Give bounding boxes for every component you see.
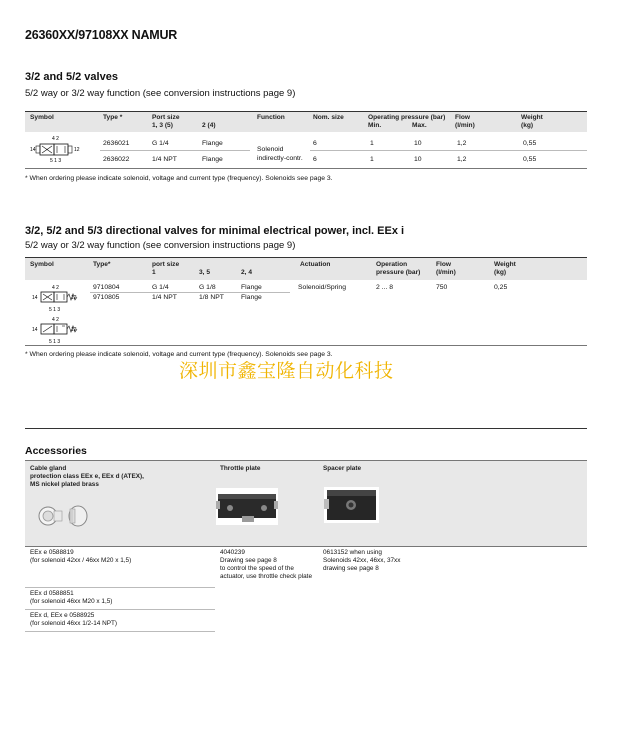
s2-sym1-label-bottom: 5 1 3 — [49, 307, 61, 313]
acc-col3-line1: 0613152 when using — [323, 549, 382, 556]
cable-gland-image — [34, 502, 94, 535]
acc-item2-line2: (for solenoid 46xx M20 x 1,5) — [30, 598, 113, 605]
s1-row2-type: 2636022 — [103, 156, 130, 163]
s2-row1-p1: G 1/4 — [152, 284, 169, 291]
throttle-plate-image — [216, 488, 278, 525]
s1-th-weight-unit: (kg) — [521, 122, 534, 129]
s1-row1-port-a: G 1/4 — [152, 140, 169, 147]
s2-th-port-24: 2, 4 — [241, 269, 252, 276]
s1-th-symbol: Symbol — [30, 114, 54, 121]
s1-row1-max: 10 — [414, 140, 422, 147]
watermark-text: 深圳市鑫宝隆自动化科技 — [179, 360, 394, 382]
s1-th-nom-size: Nom. size — [313, 114, 344, 121]
s1-sym-label-top: 4 2 — [52, 136, 59, 142]
s2-row1-p24: Flange — [241, 284, 262, 291]
s2-sym2-label-top: 4 2 — [52, 317, 59, 323]
s1-sym-label-bottom: 5 1 3 — [50, 158, 62, 164]
s1-row2-flow: 1,2 — [457, 156, 467, 163]
s1-row-divider-left — [100, 150, 250, 151]
valve-symbol-32-spring — [32, 315, 82, 345]
acc-col3-line2: Solenoids 42xx, 46xx, 37xx — [323, 557, 401, 564]
s2-pressure: 2 ... 8 — [376, 284, 394, 291]
s2-th-port-size: port size — [152, 261, 180, 268]
s1-row-divider-right — [310, 150, 587, 151]
s2-row-divider — [90, 292, 290, 293]
s2-sym2-label-right: 12 — [71, 327, 77, 333]
s1-row1-flow: 1,2 — [457, 140, 467, 147]
s1-row2-max: 10 — [414, 156, 422, 163]
s2-th-flow: Flow — [436, 261, 452, 268]
s1-row1-port-b: Flange — [202, 140, 223, 147]
s1-row1-type: 2636021 — [103, 140, 130, 147]
acc-col2-title: Throttle plate — [220, 465, 261, 472]
section1-note: * When ordering please indicate solenoid, voltage and current type (frequency). Solenoids see page 3. — [25, 175, 333, 182]
s2-sym1-label-left: 14 — [32, 295, 38, 301]
s2-sym1-label-top: 4 2 — [52, 285, 59, 291]
s2-th-type: Type* — [93, 261, 111, 268]
s2-row2-p24: Flange — [241, 294, 262, 301]
accessories-top-rule — [25, 428, 587, 429]
acc-divider-3 — [25, 631, 215, 632]
section1-subheading: 5/2 way or 3/2 way function (see conversion instructions page 9) — [25, 88, 296, 99]
s2-sym1-label-right: 12 — [71, 295, 77, 301]
s2-weight: 0,25 — [494, 284, 508, 291]
section2-subheading: 5/2 way or 3/2 way function (see conversion instructions page 9) — [25, 240, 296, 251]
acc-col2-line4: actuator, use throttle check plate — [220, 573, 313, 580]
s1-th-type: Type * — [103, 114, 123, 121]
acc-divider-1 — [25, 587, 215, 588]
s1-th-op-pressure: Operating pressure (bar) — [368, 114, 446, 121]
s1-row1-weight: 0,55 — [523, 140, 537, 147]
s2-th-op-pressure: Operation — [376, 261, 408, 268]
s1-th-port-1: 1, 3 (5) — [152, 122, 173, 129]
s1-th-function: Function — [257, 114, 285, 121]
section2-heading: 3/2, 5/2 and 5/3 directional valves for minimal electrical power, incl. EEx i — [25, 225, 405, 237]
section2-note: * When ordering please indicate solenoid, voltage and current type (frequency). Solenoids see page 3. — [25, 351, 333, 358]
s2-th-flow-unit: (l/min) — [436, 269, 456, 276]
s1-row2-port-a: 1/4 NPT — [152, 156, 177, 163]
s2-th-op-pressure2: pressure (bar) — [376, 269, 421, 276]
s1-th-flow-unit: (l/min) — [455, 122, 475, 129]
document-title: 26360XX/97108XX NAMUR — [25, 28, 178, 42]
s1-th-weight: Weight — [521, 114, 543, 121]
s1-sym-label-right: 12 — [74, 147, 80, 153]
s2-row2-p1: 1/4 NPT — [152, 294, 177, 301]
s2-sym2-label-bottom: 5 1 3 — [49, 339, 61, 345]
s2-th-port-35: 3, 5 — [199, 269, 210, 276]
s1-row2-weight: 0,55 — [523, 156, 537, 163]
valve-symbol-52-spring — [32, 283, 82, 313]
s1-th-port-2: 2 (4) — [202, 122, 216, 129]
s1-th-min: Min. — [368, 122, 382, 129]
s2-th-port-1: 1 — [152, 269, 156, 276]
s1-row2-min: 1 — [370, 156, 374, 163]
accessories-image-rule — [25, 546, 587, 547]
s2-th-weight-unit: (kg) — [494, 269, 507, 276]
acc-col2-line3: to control the speed of the — [220, 565, 294, 572]
section2-bottom-rule — [25, 345, 587, 346]
s1-function: Solenoid indirectly-contr. — [257, 146, 303, 162]
s1-row2-port-b: Flange — [202, 156, 223, 163]
s1-row2-nom: 6 — [313, 156, 317, 163]
acc-col2-line2: Drawing see page 8 — [220, 557, 277, 564]
s2-sym2-label-left: 14 — [32, 327, 38, 333]
s2-row1-p35: G 1/8 — [199, 284, 216, 291]
s2-row2-p35: 1/8 NPT — [199, 294, 224, 301]
s1-row1-nom: 6 — [313, 140, 317, 147]
accessories-heading: Accessories — [25, 445, 87, 457]
s2-th-symbol: Symbol — [30, 261, 54, 268]
acc-divider-2 — [25, 609, 215, 610]
s2-row2-type: 9710805 — [93, 294, 120, 301]
s1-sym-label-left: 14 — [30, 147, 36, 153]
s1-th-flow: Flow — [455, 114, 471, 121]
acc-col1-title: Cable gland protection class EEx e, EEx d (ATEX), MS nickel plated brass — [30, 465, 144, 488]
acc-col3-line3: drawing see page 8 — [323, 565, 379, 572]
s2-row1-type: 9710804 — [93, 284, 120, 291]
s2-th-weight: Weight — [494, 261, 516, 268]
section1-bottom-rule — [25, 168, 587, 169]
acc-col2-line1: 4040239 — [220, 549, 245, 556]
acc-item1-line2: (for solenoid 42xx / 46xx M20 x 1,5) — [30, 557, 132, 564]
acc-item3-line1: EEx d, EEx e 0588925 — [30, 612, 95, 619]
s1-th-max: Max. — [412, 122, 427, 129]
section1-heading: 3/2 and 5/2 valves — [25, 71, 118, 83]
acc-item3-line2: (for solenoid 46xx 1/2-14 NPT) — [30, 620, 118, 627]
acc-item2-line1: EEx d 0588851 — [30, 590, 74, 597]
s2-th-actuation: Actuation — [300, 261, 331, 268]
acc-col3-title: Spacer plate — [323, 465, 362, 472]
acc-item1-line1: EEx e 0588819 — [30, 549, 74, 556]
spacer-plate-image — [324, 487, 379, 523]
s2-flow: 750 — [436, 284, 448, 291]
s2-actuation: Solenoid/Spring — [298, 284, 346, 291]
valve-symbol-52 — [30, 135, 82, 165]
s1-row1-min: 1 — [370, 140, 374, 147]
s1-th-port-size: Port size — [152, 114, 180, 121]
